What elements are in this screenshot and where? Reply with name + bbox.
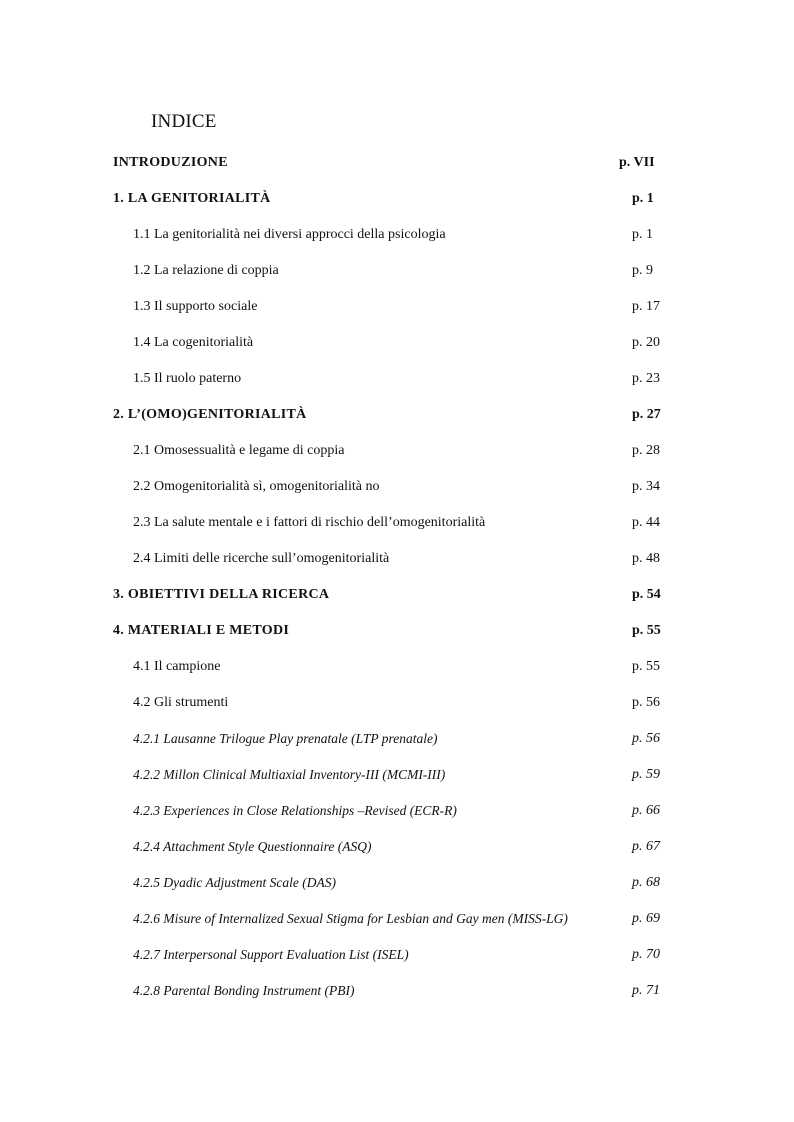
toc-row — [0, 404, 794, 426]
toc-entry-page: p. 9 — [632, 263, 653, 278]
toc-row — [0, 368, 794, 390]
toc-row — [0, 296, 794, 318]
toc-entry-page: p. 71 — [632, 983, 660, 998]
toc-entry-label: 2. L’(OMO)GENITORIALITÀ — [113, 407, 307, 422]
toc-entry-page: p. 70 — [632, 947, 660, 962]
toc-entry-page: p. 23 — [632, 371, 660, 386]
toc-entry-label: 4.2 Gli strumenti — [133, 695, 229, 710]
toc-entry-page: p. 1 — [632, 191, 654, 206]
toc-entry-page: p. 54 — [632, 587, 661, 602]
toc-row — [0, 512, 794, 534]
toc-entry-page: p. 55 — [632, 659, 660, 674]
toc-entry-label: 4.2.2 Millon Clinical Multiaxial Inventory-III (MCMI-III) — [133, 767, 446, 782]
toc-row — [0, 188, 794, 210]
toc-entry-label: 4.2.7 Interpersonal Support Evaluation List (ISEL) — [133, 947, 409, 962]
page-title: INDICE — [151, 111, 217, 132]
toc-entry-label: 4.2.5 Dyadic Adjustment Scale (DAS) — [133, 875, 336, 890]
toc-entry-label: 4.2.8 Parental Bonding Instrument (PBI) — [133, 983, 355, 998]
toc-entry-label: 4.2.3 Experiences in Close Relationships –Revised (ECR-R) — [133, 803, 457, 818]
toc-entry-label: 3. OBIETTIVI DELLA RICERCA — [113, 587, 330, 602]
toc-row — [0, 764, 794, 786]
toc-entry-page: p. 48 — [632, 551, 660, 566]
toc-entry-label: 4.2.4 Attachment Style Questionnaire (ASQ) — [133, 839, 372, 854]
toc-row — [0, 584, 794, 606]
toc-row — [0, 620, 794, 642]
toc-entry-page: p. 44 — [632, 515, 660, 530]
toc-entry-page: p. 56 — [632, 731, 660, 746]
toc-row — [0, 836, 794, 858]
toc-entry-page: p. 67 — [632, 839, 660, 854]
toc-entry-label: 1.2 La relazione di coppia — [133, 263, 279, 278]
toc-entry-page: p. 27 — [632, 407, 661, 422]
toc-row — [0, 260, 794, 282]
toc-entry-label: 2.2 Omogenitorialità sì, omogenitorialità no — [133, 479, 380, 494]
toc-row — [0, 908, 794, 930]
toc-row — [0, 656, 794, 678]
toc-entry-page: p. 1 — [632, 227, 653, 242]
toc-row — [0, 872, 794, 894]
toc-row — [0, 692, 794, 714]
toc-row — [0, 980, 794, 1002]
toc-entry-page: p. 56 — [632, 695, 660, 710]
toc-row — [0, 332, 794, 354]
toc-entry-label: 1.1 La genitorialità nei diversi approcci della psicologia — [133, 227, 446, 242]
toc-entry-page: p. 59 — [632, 767, 660, 782]
toc-entry-label: INTRODUZIONE — [113, 155, 228, 170]
toc-row — [0, 944, 794, 966]
toc-entry-label: 1.5 Il ruolo paterno — [133, 371, 242, 386]
toc-entry-label: 4.1 Il campione — [133, 659, 221, 674]
toc-row — [0, 800, 794, 822]
toc-entry-label: 4.2.6 Misure of Internalized Sexual Stigma for Lesbian and Gay men (MISS-LG) — [133, 911, 568, 926]
toc-entry-label: 1.3 Il supporto sociale — [133, 299, 258, 314]
toc-entry-page: p. 20 — [632, 335, 660, 350]
toc-entry-page: p. 55 — [632, 623, 661, 638]
toc-row — [0, 476, 794, 498]
toc-entry-page: p. 34 — [632, 479, 660, 494]
toc-entry-page: p. 68 — [632, 875, 660, 890]
toc-row — [0, 224, 794, 246]
toc-entry-label: 2.1 Omosessualità e legame di coppia — [133, 443, 345, 458]
toc-entry-page: p. 28 — [632, 443, 660, 458]
toc-entry-page: p. VII — [619, 155, 655, 170]
toc-entry-page: p. 17 — [632, 299, 660, 314]
toc-row — [0, 728, 794, 750]
toc-row — [0, 548, 794, 570]
toc-entry-label: 4.2.1 Lausanne Trilogue Play prenatale (LTP prenatale) — [133, 731, 438, 746]
toc-entry-page: p. 69 — [632, 911, 660, 926]
toc-row — [0, 152, 794, 174]
toc-entry-label: 2.4 Limiti delle ricerche sull’omogenitorialità — [133, 551, 390, 566]
toc-entry-label: 4. MATERIALI E METODI — [113, 623, 290, 638]
toc-entry-label: 2.3 La salute mentale e i fattori di rischio dell’omogenitorialità — [133, 515, 486, 530]
toc-entry-label: 1. LA GENITORIALITÀ — [113, 191, 271, 206]
toc-row — [0, 440, 794, 462]
toc-entry-page: p. 66 — [632, 803, 660, 818]
toc-entry-label: 1.4 La cogenitorialità — [133, 335, 254, 350]
